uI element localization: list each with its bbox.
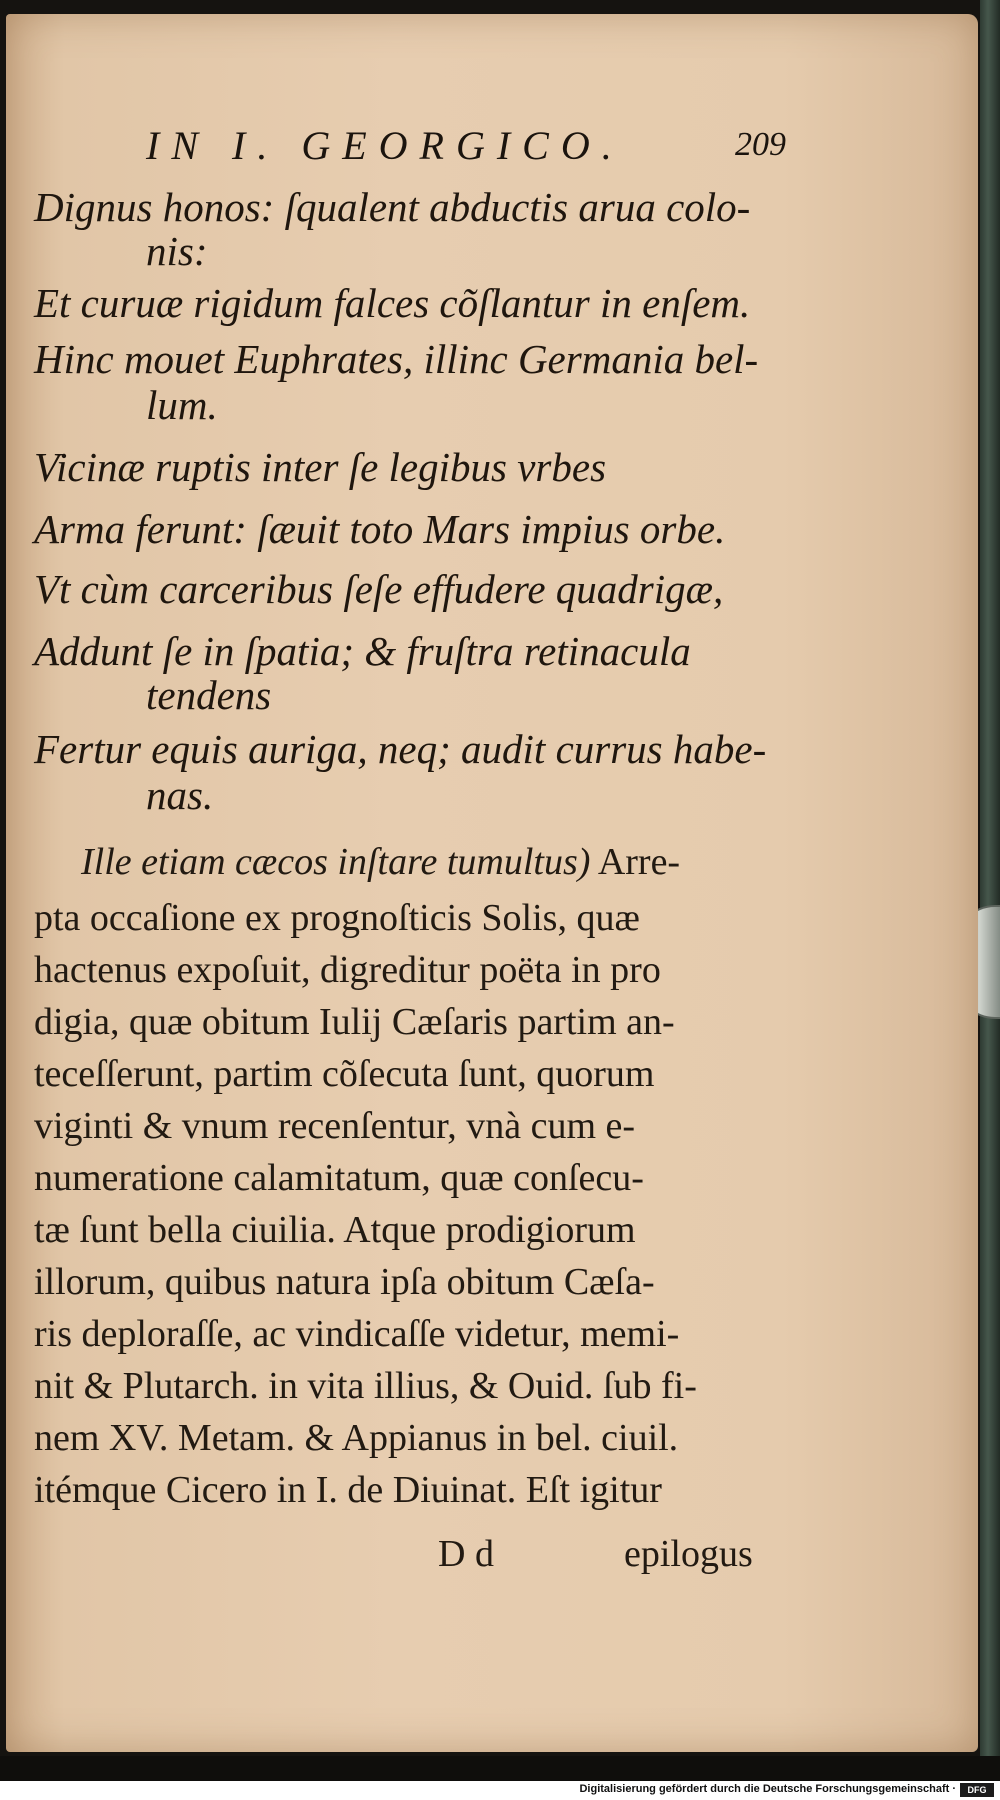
verse-line: Arma ferunt: ſæuit toto Mars impius orbe.	[34, 506, 726, 552]
verse-line: Hinc mouet Euphrates, illinc Germania bel-	[34, 336, 759, 382]
commentary-line: ris deploraſſe, ac vindicaſſe videtur, memi-	[34, 1313, 680, 1355]
signature-mark: D d	[438, 1533, 494, 1575]
verse-line: nis:	[146, 228, 208, 274]
catchword: epilogus	[624, 1533, 753, 1575]
commentary-line: digia, quæ obitum Iulij Cæſaris partim an-	[34, 1001, 675, 1043]
verse-line: tendens	[146, 672, 272, 718]
commentary-line: hactenus expoſuit, digreditur poëta in pro	[34, 949, 661, 991]
commentary-line: viginti & vnum recenſentur, vnà cum e-	[34, 1105, 636, 1147]
commentary-line: pta occaſione ex prognoſticis Solis, quæ	[34, 897, 640, 939]
commentary-first-line	[81, 838, 841, 886]
verse-line: Addunt ſe in ſpatia; & fruſtra retinacula	[34, 628, 691, 674]
verse-line: Dignus honos: ſqualent abductis arua colo-	[34, 184, 751, 230]
credit-text: Digitalisierung gefördert durch die Deutsche Forschungsgemeinschaft ·	[579, 1783, 956, 1795]
book-page	[6, 14, 978, 1752]
digitization-credit	[0, 1781, 1000, 1800]
commentary-line: tæ ſunt bella ciuilia. Atque prodigiorum	[34, 1209, 636, 1251]
commentary-line: teceſſerunt, partim cõſecuta ſunt, quorum	[34, 1053, 655, 1095]
dfg-logo: DFG	[960, 1783, 994, 1797]
verse-line: lum.	[146, 382, 218, 428]
verse-line: Vicinæ ruptis inter ſe legibus vrbes	[34, 444, 607, 490]
page-number: 209	[735, 126, 786, 163]
commentary-line: numeratione calamitatum, quæ conſecu-	[34, 1157, 644, 1199]
book-spine	[980, 0, 1000, 1756]
verse-line: Vt cùm carceribus ſeſe effudere quadrigæ,	[34, 566, 724, 612]
commentary-lemma: Ille etiam cæcos inſtare tumultus)	[81, 841, 591, 883]
commentary-line: nem XV. Metam. & Appianus in bel. ciuil.	[34, 1417, 679, 1459]
commentary-text: Arre-	[597, 841, 681, 883]
page-header	[146, 122, 786, 182]
commentary-line: nit & Plutarch. in vita illius, & Ouid. ſub fi-	[34, 1365, 697, 1407]
verse-line: Et curuæ rigidum falces cõſlantur in enſem.	[34, 280, 751, 326]
verse-line: Fertur equis auriga, neq; audit currus habe-	[34, 726, 767, 772]
running-head: IN I. GEORGICO.	[146, 123, 624, 168]
commentary-line: itémque Cicero in I. de Diuinat. Eſt igitur	[34, 1469, 662, 1511]
verse-line: nas.	[146, 772, 214, 818]
commentary-line: illorum, quibus natura ipſa obitum Cæſa-	[34, 1261, 655, 1303]
